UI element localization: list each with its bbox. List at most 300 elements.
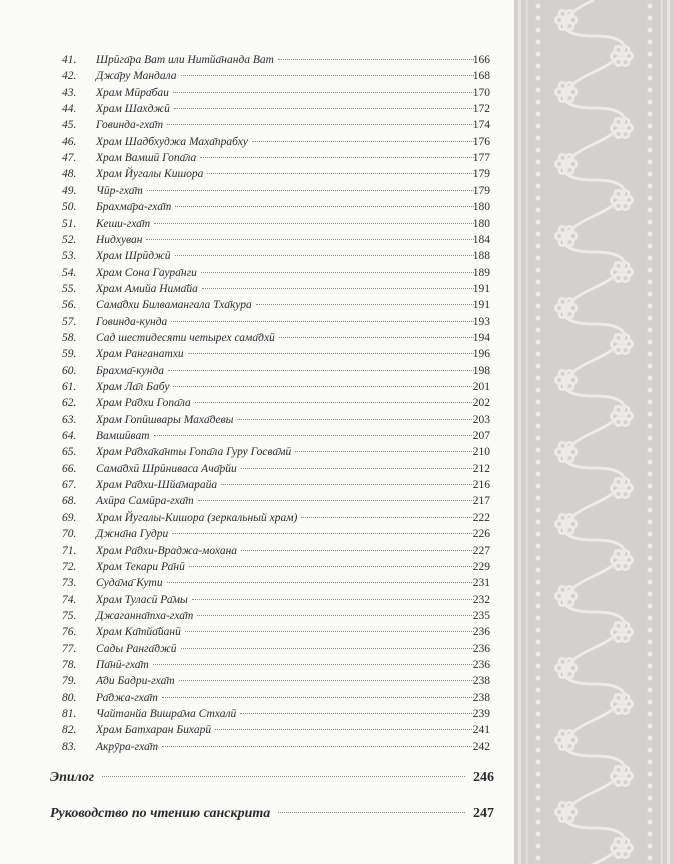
border-dot: [536, 148, 541, 153]
border-dot: [648, 148, 653, 153]
border-dot: [536, 268, 541, 273]
toc-entry: [0, 117, 514, 133]
entry-title: Храм Шрӣджӣ: [96, 250, 171, 263]
entry-title: Храм Батхаран Бихарӣ: [96, 724, 212, 737]
border-dot: [536, 196, 541, 201]
entry-number: 63.: [62, 413, 77, 426]
entry-number: 70.: [62, 528, 77, 541]
dot-leader: [154, 223, 474, 224]
border-dot: [648, 748, 653, 753]
border-dot: [536, 532, 541, 537]
border-dot: [648, 316, 653, 321]
entry-page: 236: [472, 642, 490, 655]
toc-entry: [0, 330, 514, 346]
border-dot: [648, 100, 653, 105]
entry-number: 73.: [62, 577, 77, 590]
entry-page: 180: [472, 217, 490, 230]
entry-number: 56.: [62, 299, 77, 312]
entry-number: 79.: [62, 675, 77, 688]
entry-page: 191: [472, 299, 490, 312]
entry-page: 226: [472, 528, 490, 541]
border-dot: [648, 220, 653, 225]
entry-title-wrap: [96, 543, 474, 559]
entry-title: Храм Вамшӣ Гопа̄ла: [96, 152, 197, 165]
border-dot: [536, 580, 541, 585]
entry-title-wrap: [96, 428, 474, 444]
entry-title-wrap: [96, 52, 474, 68]
border-dot: [536, 316, 541, 321]
entry-title: Говинда-кунда: [96, 315, 168, 328]
entry-title: Храм Йугалы Кишора: [96, 168, 204, 181]
dot-leader: [172, 533, 474, 534]
toc-entry: [0, 477, 514, 493]
border-dot: [648, 784, 653, 789]
entry-number: 76.: [62, 626, 77, 639]
toc-entry: [0, 510, 514, 526]
entry-page: 239: [472, 708, 490, 720]
entry-page: 184: [472, 233, 490, 246]
border-dot: [648, 136, 653, 141]
border-dot: [536, 352, 541, 357]
entry-title: Вамшӣват: [96, 430, 150, 443]
dot-leader: [192, 599, 474, 600]
border-dot: [536, 232, 541, 237]
toc-entry: [0, 559, 514, 575]
entry-title-wrap: [96, 117, 474, 133]
toc-entry: [0, 363, 514, 379]
entry-title-wrap: [96, 134, 474, 150]
entry-title: Храм Шадбхуджа Маха̄прабху: [96, 135, 248, 148]
dot-leader: [154, 435, 474, 436]
toc-entry: [0, 657, 514, 673]
toc-entry: [0, 624, 514, 640]
border-dot: [536, 592, 541, 597]
entry-page: 232: [472, 593, 490, 606]
entry-page: 193: [472, 315, 490, 328]
dot-leader: [202, 288, 474, 289]
entry-page: 188: [472, 250, 490, 263]
decorative-border: [514, 0, 674, 864]
dot-leader: [278, 812, 465, 813]
border-dot: [648, 676, 653, 681]
border-dot: [648, 64, 653, 69]
entry-page: 179: [472, 184, 490, 197]
border-dot: [536, 688, 541, 693]
toc-entry: [0, 379, 514, 395]
entry-title: Храм Туласӣ Ра̄мы: [96, 593, 188, 606]
entry-title: Брахма̄-кунда: [96, 364, 165, 377]
entry-title-wrap: [96, 199, 474, 215]
entry-title: Джа̄ру Мандала: [96, 70, 177, 83]
entry-title: Чайтанйа Вишра̄ма Стхалӣ: [96, 708, 237, 720]
border-dot: [536, 244, 541, 249]
guide-page: 247: [473, 806, 494, 821]
border-dot: [648, 484, 653, 489]
entry-title-wrap: [96, 477, 474, 493]
toc-entry: [0, 101, 514, 117]
border-dot: [648, 412, 653, 417]
entry-title: Сама̄дхӣ Шрӣниваса Ача̄рйи: [96, 462, 237, 475]
toc-entry: [0, 265, 514, 281]
entry-page: 202: [472, 397, 490, 410]
border-dot: [648, 796, 653, 801]
dot-leader: [195, 402, 474, 403]
border-dot: [536, 844, 541, 849]
entry-page: 196: [472, 348, 490, 361]
border-dot: [648, 4, 653, 9]
entry-number: 60.: [62, 364, 77, 377]
border-dot: [648, 844, 653, 849]
entry-number: 82.: [62, 724, 77, 737]
toc-entry: [0, 461, 514, 477]
border-dot: [536, 256, 541, 261]
border-dot: [536, 664, 541, 669]
dot-leader: [207, 173, 474, 174]
toc-entry: [0, 199, 514, 215]
toc-entry: [0, 346, 514, 362]
toc-entry: [0, 543, 514, 559]
border-dot: [648, 340, 653, 345]
entry-title-wrap: [96, 657, 474, 673]
entry-title: Храм Гопӣшвары Маха̄девы: [96, 413, 234, 426]
entry-number: 78.: [62, 658, 77, 671]
entry-title: Храм Ра̄дхи-Враджа-мохана: [96, 544, 238, 557]
border-dot: [648, 256, 653, 261]
border-dot: [648, 28, 653, 33]
border-dot: [536, 796, 541, 801]
entry-number: 61.: [62, 381, 77, 393]
entry-number: 68.: [62, 495, 77, 508]
border-dot: [536, 604, 541, 609]
border-dot: [536, 520, 541, 525]
entry-page: 198: [472, 364, 490, 377]
toc-entry: [0, 428, 514, 444]
dot-leader: [215, 729, 474, 730]
dot-leader: [237, 419, 474, 420]
dot-leader: [173, 92, 474, 93]
entry-title: Сады Ранга̄джӣ: [96, 642, 177, 655]
entry-number: 53.: [62, 250, 77, 263]
border-dot: [536, 424, 541, 429]
entry-title: Нидхуван: [96, 233, 143, 246]
entry-number: 58.: [62, 331, 77, 344]
entry-title-wrap: [96, 150, 474, 166]
border-dot: [536, 220, 541, 225]
toc-entry: [0, 248, 514, 264]
border-dot: [536, 856, 541, 861]
border-dot: [648, 112, 653, 117]
border-dot: [536, 640, 541, 645]
entry-number: 64.: [62, 430, 77, 443]
entry-page: 236: [472, 626, 490, 639]
toc-entry: [0, 608, 514, 624]
border-dot: [536, 700, 541, 705]
entry-page: 222: [472, 511, 490, 524]
border-dot: [648, 76, 653, 81]
entry-title: А̄ди Бадри-гха̄т: [96, 675, 175, 688]
entry-title-wrap: [96, 510, 474, 526]
entry-page: 238: [472, 691, 490, 704]
entry-page: 229: [472, 560, 490, 573]
entry-title: Акрӯра-гха̄т: [96, 740, 159, 753]
border-dot: [648, 580, 653, 585]
entry-number: 80.: [62, 691, 77, 704]
border-dot: [536, 448, 541, 453]
entry-number: 50.: [62, 201, 77, 214]
border-dot: [536, 736, 541, 741]
dot-leader: [171, 321, 474, 322]
border-dot: [648, 208, 653, 213]
entry-title-wrap: [96, 183, 474, 199]
border-dot: [536, 88, 541, 93]
entry-title-wrap: [96, 624, 474, 640]
entry-title-wrap: [96, 314, 474, 330]
entry-number: 41.: [62, 54, 77, 66]
border-dot: [648, 772, 653, 777]
border-dot: [648, 88, 653, 93]
entry-title: Говинда-гха̄т: [96, 119, 164, 132]
border-dot: [648, 244, 653, 249]
entry-title: Джаганна̄тха-гха̄т: [96, 609, 194, 622]
entry-number: 74.: [62, 593, 77, 606]
entry-title-wrap: [96, 68, 474, 84]
dot-leader: [168, 370, 474, 371]
border-dot: [648, 232, 653, 237]
entry-title-wrap: [96, 444, 474, 460]
entry-title-wrap: [96, 330, 474, 346]
entry-title: Храм Ра̄дха̄ка̄нты Гопа̄ла Гуру Госва̄мӣ: [96, 446, 292, 459]
epilogue-page: 246: [473, 770, 494, 785]
border-dot: [536, 712, 541, 717]
entry-number: 75.: [62, 609, 77, 622]
toc-entry: [0, 314, 514, 330]
border-dot: [536, 136, 541, 141]
entry-title: Па̄нӣ-гха̄т: [96, 658, 149, 671]
toc-entry: [0, 166, 514, 182]
entry-number: 42.: [62, 70, 77, 83]
dot-leader: [279, 337, 474, 338]
entry-title: Шрӣга̄ра Ват или Нитйа̄нанда Ват: [96, 54, 274, 66]
border-dot: [536, 568, 541, 573]
entry-number: 72.: [62, 560, 77, 573]
entry-title: Храм Мӣра̄баи: [96, 86, 169, 99]
border-dot: [648, 196, 653, 201]
entry-title: Чӣр-гха̄т: [96, 184, 143, 197]
entry-number: 52.: [62, 233, 77, 246]
dot-leader: [241, 550, 474, 551]
entry-title-wrap: [96, 346, 474, 362]
entry-title-wrap: [96, 493, 474, 509]
border-dot: [536, 496, 541, 501]
toc-entry: [0, 134, 514, 150]
border-dot: [648, 820, 653, 825]
entry-title: Храм Ра̄дхи-Шйа̄марайа: [96, 479, 218, 492]
entry-page: 231: [472, 577, 490, 590]
border-dot: [648, 436, 653, 441]
entry-number: 59.: [62, 348, 77, 361]
border-dot: [648, 496, 653, 501]
entry-page: 168: [472, 70, 490, 83]
toc-entry: [0, 85, 514, 101]
entry-title-wrap: [96, 706, 474, 722]
border-dot: [536, 112, 541, 117]
border-dot: [648, 268, 653, 273]
entry-number: 71.: [62, 544, 77, 557]
entry-page: 203: [472, 413, 490, 426]
entry-page: 216: [472, 479, 490, 492]
border-dot: [648, 352, 653, 357]
entry-page: 241: [472, 724, 490, 737]
border-dot: [536, 748, 541, 753]
dot-leader: [256, 304, 474, 305]
dot-leader: [147, 190, 474, 191]
border-dot: [536, 160, 541, 165]
entry-number: 69.: [62, 511, 77, 524]
entry-page: 166: [472, 54, 490, 66]
border-dot: [536, 100, 541, 105]
border-dot: [536, 676, 541, 681]
entry-title-wrap: [96, 739, 474, 755]
entry-title-wrap: [96, 608, 474, 624]
border-dot: [648, 52, 653, 57]
entry-number: 51.: [62, 217, 77, 230]
entry-title-wrap: [96, 281, 474, 297]
entry-page: 236: [472, 658, 490, 671]
entry-title-wrap: [96, 690, 474, 706]
border-dot: [536, 652, 541, 657]
entry-page: 201: [472, 381, 490, 393]
border-dot: [536, 184, 541, 189]
border-dot: [648, 628, 653, 633]
border-dot: [648, 760, 653, 765]
border-dot: [648, 172, 653, 177]
entry-title-wrap: [96, 297, 474, 313]
border-dot: [536, 76, 541, 81]
dot-leader: [102, 776, 465, 777]
border-dot: [648, 472, 653, 477]
border-dot: [648, 388, 653, 393]
border-dot: [648, 532, 653, 537]
entry-number: 66.: [62, 462, 77, 475]
entry-title: Брахма̄ра-гха̄т: [96, 201, 172, 214]
border-dot: [536, 784, 541, 789]
border-dot: [648, 724, 653, 729]
border-dot: [536, 832, 541, 837]
entry-page: 212: [472, 462, 490, 475]
dot-leader: [301, 517, 474, 518]
entry-title-wrap: [96, 85, 474, 101]
border-dot: [536, 772, 541, 777]
border-dot: [648, 688, 653, 693]
entry-title: Храм Ра̄дхи Гопа̄ла: [96, 397, 191, 410]
border-dot: [536, 556, 541, 561]
border-dot: [536, 484, 541, 489]
border-dot: [536, 760, 541, 765]
dot-leader: [241, 468, 474, 469]
entry-page: 179: [472, 168, 490, 181]
entry-title: Сад шестидесяти четырех сама̄дхӣ: [96, 331, 275, 344]
border-dot: [648, 304, 653, 309]
toc-entry: [0, 68, 514, 84]
entry-title: Храм Амийа Нима̄йа: [96, 282, 198, 295]
border-dot: [648, 592, 653, 597]
dot-leader: [188, 353, 474, 354]
entry-page: 235: [472, 609, 490, 622]
entry-title-wrap: [96, 216, 474, 232]
entry-title-wrap: [96, 101, 474, 117]
border-dot: [536, 340, 541, 345]
dot-leader: [181, 75, 474, 76]
entry-page: 242: [472, 740, 490, 753]
entry-page: 189: [472, 266, 490, 279]
border-dot: [536, 172, 541, 177]
toc-entry: [0, 216, 514, 232]
entry-title-wrap: [96, 575, 474, 591]
border-dot: [648, 160, 653, 165]
entry-number: 57.: [62, 315, 77, 328]
dot-leader: [240, 713, 474, 714]
entry-title-wrap: [96, 559, 474, 575]
entry-title: Храм Сона Гаура̄нги: [96, 266, 197, 279]
dot-leader: [179, 680, 474, 681]
border-dot: [648, 736, 653, 741]
border-dot: [648, 280, 653, 285]
toc-entry: [0, 722, 514, 738]
toc-entry: [0, 673, 514, 689]
border-dot: [536, 472, 541, 477]
border-dot: [648, 460, 653, 465]
entry-title: Храм Йугалы-Кишора (зеркальный храм): [96, 511, 298, 524]
border-dot: [648, 448, 653, 453]
entry-title: Джна̄на Гудри: [96, 528, 169, 541]
border-dot: [648, 16, 653, 21]
entry-page: 172: [472, 103, 490, 116]
border-dot: [648, 808, 653, 813]
entry-title-wrap: [96, 166, 474, 182]
border-dot: [648, 712, 653, 717]
toc-entry: [0, 150, 514, 166]
border-dot: [536, 124, 541, 129]
border-dot: [536, 4, 541, 9]
entry-number: 62.: [62, 397, 77, 410]
entry-page: 194: [472, 331, 490, 344]
dot-leader: [162, 746, 474, 747]
entry-page: 176: [472, 135, 490, 148]
entry-title: Ра̄джа-гха̄т: [96, 691, 158, 704]
entry-title: Храм Шахджӣ: [96, 103, 170, 116]
border-dot: [648, 640, 653, 645]
entry-number: 55.: [62, 282, 77, 295]
border-dot: [536, 328, 541, 333]
entry-title-wrap: [96, 379, 474, 395]
dot-leader: [153, 664, 474, 665]
entry-page: 238: [472, 675, 490, 688]
dot-leader: [185, 631, 474, 632]
dot-leader: [278, 59, 474, 60]
border-dot: [536, 724, 541, 729]
border-dot: [536, 808, 541, 813]
entry-page: 210: [472, 446, 490, 459]
toc-entry: [0, 526, 514, 542]
border-dot: [648, 292, 653, 297]
border-dot: [648, 832, 653, 837]
entry-number: 77.: [62, 642, 77, 655]
border-dot: [536, 436, 541, 441]
entry-title: Ахӣра Самӣра-гха̄т: [96, 495, 194, 508]
border-dot: [536, 400, 541, 405]
entry-page: 217: [472, 495, 490, 508]
entry-title: Храм Ранганатхи: [96, 348, 184, 361]
